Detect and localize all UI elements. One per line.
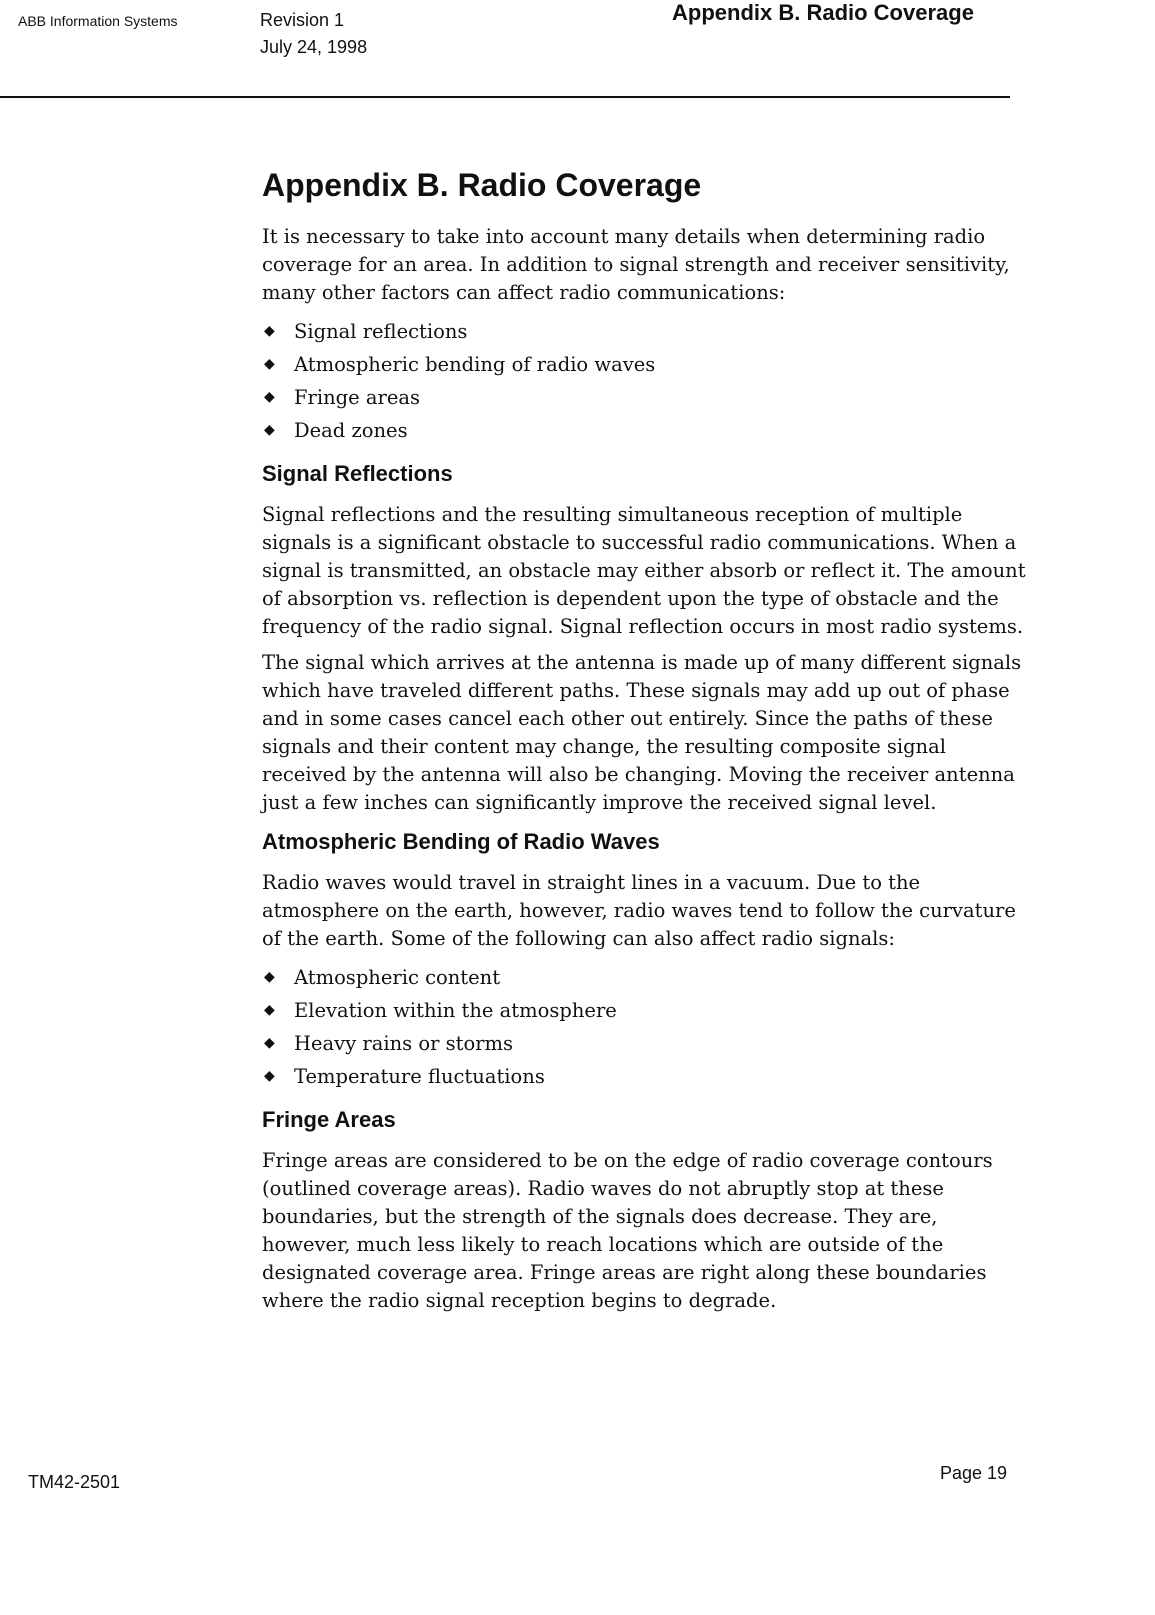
paragraph: Radio waves would travel in straight lines in a vacuum. Due to the atmosphere on the earth, however, radio waves tend to follow the curvature of the earth. Some of the following can also affect radio signals: — [262, 871, 1016, 950]
page-title: Appendix B. Radio Coverage — [262, 167, 702, 203]
list-item: ◆ Dead zones — [262, 414, 1032, 447]
diamond-bullet-icon: ◆ — [264, 1035, 275, 1051]
diamond-bullet-icon: ◆ — [264, 1068, 275, 1084]
list-item: ◆ Temperature fluctuations — [262, 1060, 1032, 1093]
footer-page-number: Page 19 — [940, 1463, 1008, 1483]
list-item: ◆ Heavy rains or storms — [262, 1027, 1032, 1060]
paragraph: Signal reflections and the resulting simultaneous reception of multiple signals is a significant obstacle to successful radio communications. When a signal is transmitted, an obstacle may either absorb or reflect it. The amount of absorption vs. reflection is dependent upon the type of obstacle and the frequency of the radio signal. Signal reflection occurs in most radio systems. — [262, 503, 1026, 638]
header-divider — [0, 96, 1010, 98]
atmospheric-factors-list — [262, 961, 1032, 1093]
section-heading-atmospheric-bending: Atmospheric Bending of Radio Waves — [262, 829, 660, 854]
section-heading-signal-reflections: Signal Reflections — [262, 461, 453, 486]
list-item: ◆ Signal reflections — [262, 315, 1032, 348]
header-date: July 24, 1998 — [260, 37, 368, 57]
list-item: ◆ Atmospheric bending of radio waves — [262, 348, 1032, 381]
footer-doc-number: TM42-2501 — [28, 1472, 121, 1492]
diamond-bullet-icon: ◆ — [264, 356, 275, 372]
header-revision-block — [260, 7, 367, 61]
header-company: ABB Information Systems — [18, 13, 178, 29]
factors-list — [262, 315, 1032, 447]
paragraph: Fringe areas are considered to be on the edge of radio coverage contours (outlined coverage areas). Radio waves do not abruptly stop at these boundaries, but the strength of the signals does decrease. They are, however, much less likely to reach locations which are outside of the designated coverage area. Fringe areas are right along these boundaries where the radio signal reception begins to degrade. — [262, 1149, 993, 1312]
diamond-bullet-icon: ◆ — [264, 323, 275, 339]
intro-paragraph: It is necessary to take into account many details when determining radio coverage for an area. In addition to signal strength and receiver sensitivity, many other factors can affect radio communications: — [262, 225, 1010, 304]
diamond-bullet-icon: ◆ — [264, 422, 275, 438]
header-revision: Revision 1 — [260, 10, 345, 30]
list-item: ◆ Fringe areas — [262, 381, 1032, 414]
page-content — [262, 165, 1032, 1323]
list-item: ◆ Atmospheric content — [262, 961, 1032, 994]
diamond-bullet-icon: ◆ — [264, 389, 275, 405]
diamond-bullet-icon: ◆ — [264, 969, 275, 985]
section-heading-fringe-areas: Fringe Areas — [262, 1107, 396, 1132]
header-section-title: Appendix B. Radio Coverage — [672, 0, 974, 25]
list-item: ◆ Elevation within the atmosphere — [262, 994, 1032, 1027]
paragraph: The signal which arrives at the antenna is made up of many different signals which have traveled different paths. These signals may add up out of phase and in some cases cancel each other out entirely. Since the paths of these signals and their content may change, the resulting composite signal received by the antenna will also be changing. Moving the receiver antenna just a few inches can significantly improve the received signal level. — [262, 651, 1022, 814]
diamond-bullet-icon: ◆ — [264, 1002, 275, 1018]
